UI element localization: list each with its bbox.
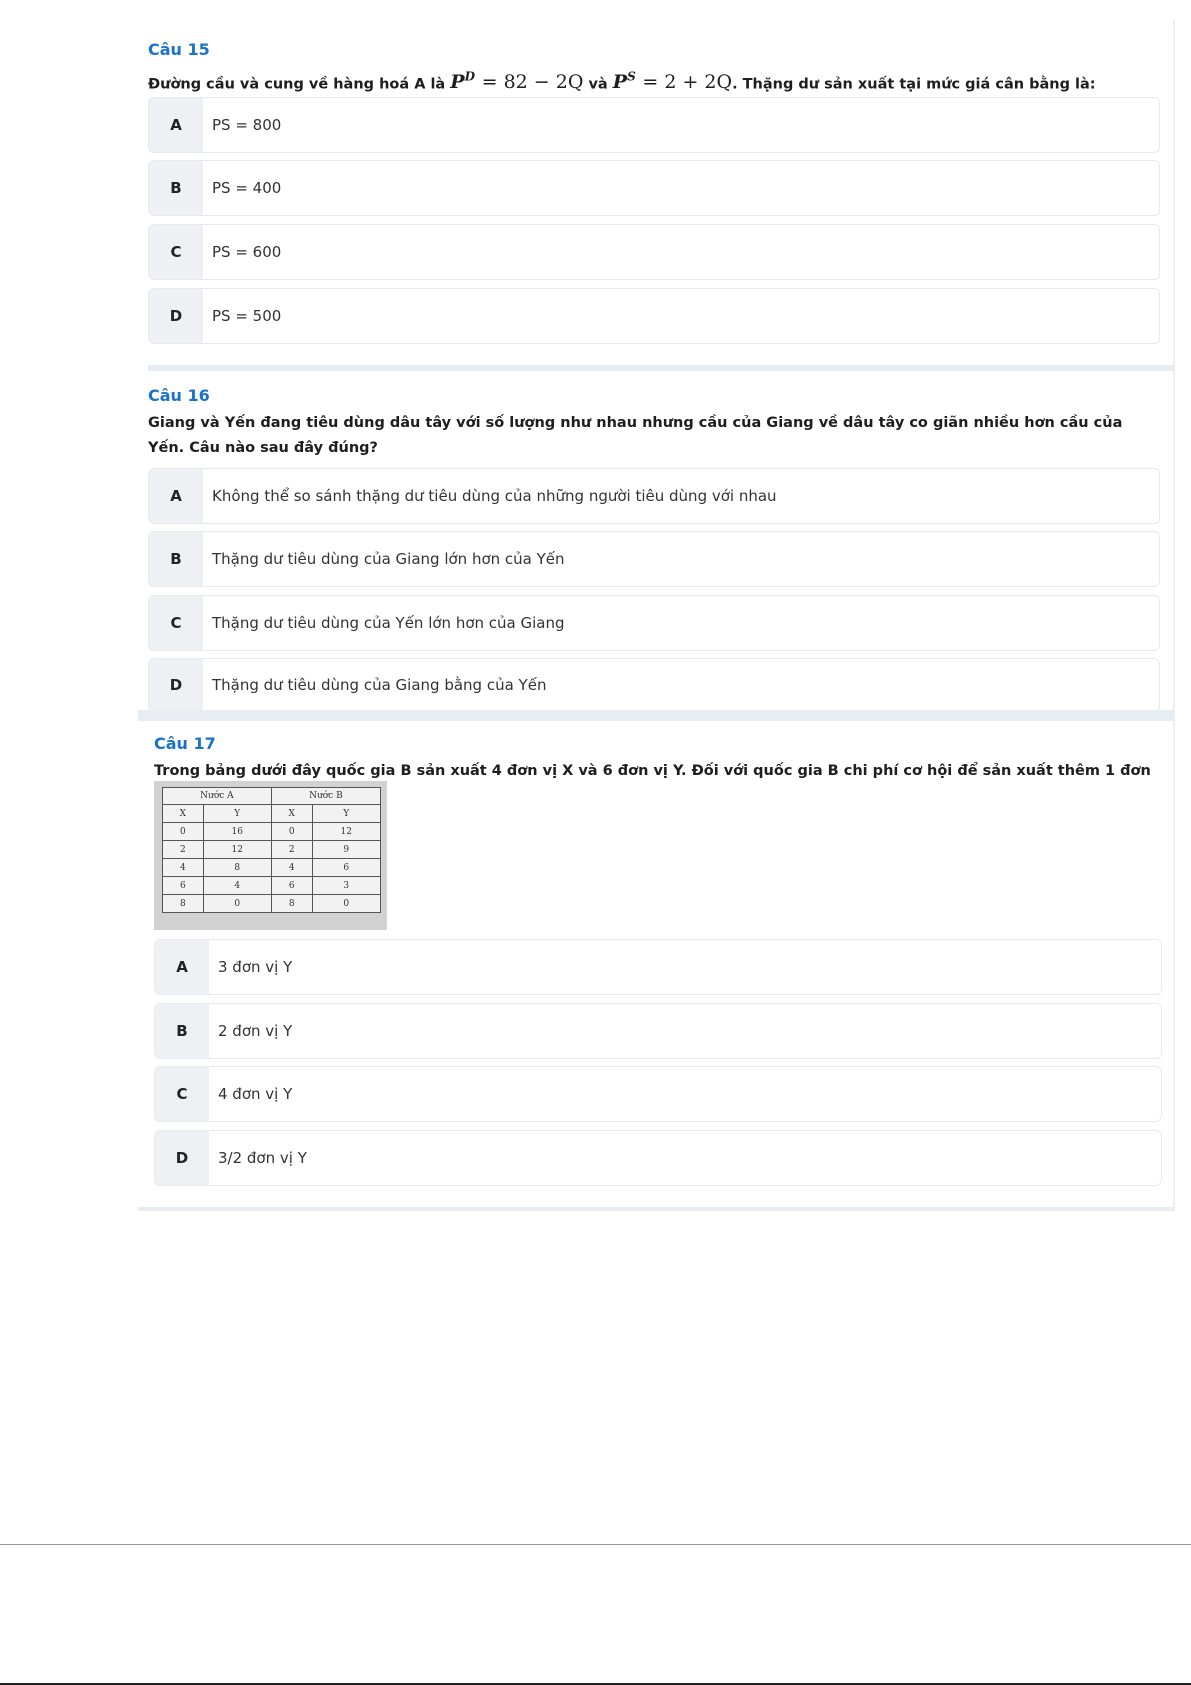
section-divider: [148, 365, 1175, 371]
section-divider: [138, 1207, 1175, 1211]
page-footer-rule: [0, 1544, 1191, 1545]
table-cell: 6: [312, 859, 380, 877]
option-c[interactable]: [148, 224, 1160, 280]
option-text: PS = 800: [212, 116, 282, 134]
option-text: 3/2 đơn vị Y: [218, 1149, 307, 1167]
option-text: Không thể so sánh thặng dư tiêu dùng của những người tiêu dùng với nhau: [212, 487, 777, 505]
option-d[interactable]: [148, 288, 1160, 344]
option-letter: C: [149, 596, 203, 650]
option-a[interactable]: [148, 97, 1160, 153]
option-text: Thặng dư tiêu dùng của Giang bằng của Yến: [212, 676, 547, 694]
option-text: PS = 600: [212, 243, 282, 261]
option-b[interactable]: [148, 160, 1160, 216]
option-text: 4 đơn vị Y: [218, 1085, 293, 1103]
option-text: 3 đơn vị Y: [218, 958, 293, 976]
question-title: Câu 17: [154, 734, 216, 753]
option-text: Thặng dư tiêu dùng của Giang lớn hơn của Yến: [212, 550, 565, 568]
option-letter: A: [155, 940, 209, 994]
demand-formula: $P^D = 82 - 2Q$: [450, 70, 584, 94]
option-letter: C: [149, 225, 203, 279]
option-c[interactable]: [154, 1066, 1162, 1122]
question-text: Giang và Yến đang tiêu dùng dâu tây với số lượng như nhau nhưng cầu của Giang về dâu tây co giãn nhiều hơn cầu của Yến. Câu nào sau đây đúng?: [148, 415, 1123, 456]
option-letter: D: [149, 659, 203, 711]
option-letter: B: [149, 161, 203, 215]
table-column-header: X: [271, 805, 312, 823]
question-title: Câu 15: [148, 40, 210, 59]
option-text: 2 đơn vị Y: [218, 1022, 293, 1040]
table-cell: 12: [203, 841, 271, 859]
question-15: [148, 40, 1158, 97]
option-letter: A: [149, 469, 203, 523]
table-cell: 6: [271, 877, 312, 895]
option-letter: C: [155, 1067, 209, 1121]
table-row: [163, 895, 381, 913]
option-text: PS = 400: [212, 179, 282, 197]
option-d[interactable]: [148, 658, 1160, 712]
question-16: [148, 386, 1158, 461]
table-row: [163, 823, 381, 841]
table-cell: 0: [163, 823, 204, 841]
table-cell: 9: [312, 841, 380, 859]
table-cell: 2: [163, 841, 204, 859]
production-table: [162, 787, 381, 913]
option-b[interactable]: [148, 531, 1160, 587]
table-group-header: Nước A: [163, 788, 272, 805]
table-cell: 6: [163, 877, 204, 895]
option-a[interactable]: [154, 939, 1162, 995]
option-letter: B: [149, 532, 203, 586]
table-cell: 0: [203, 895, 271, 913]
table-cell: 0: [312, 895, 380, 913]
question-title: Câu 16: [148, 386, 210, 405]
table-cell: 4: [271, 859, 312, 877]
option-d[interactable]: [154, 1130, 1162, 1186]
option-a[interactable]: [148, 468, 1160, 524]
section-divider: [138, 710, 1175, 721]
table-cell: 8: [271, 895, 312, 913]
question-text: Đường cầu và cung về hàng hoá A là $P^D = 82 - 2Q$ và $P^S = 2 + 2Q$. Thặng dư sản xuất tại mức giá cân bằng là:: [148, 70, 1096, 94]
table-group-header: Nước B: [271, 788, 380, 805]
table-cell: 8: [203, 859, 271, 877]
table-cell: 4: [203, 877, 271, 895]
option-text: Thặng dư tiêu dùng của Yến lớn hơn của Giang: [212, 614, 565, 632]
option-letter: A: [149, 98, 203, 152]
table-cell: 8: [163, 895, 204, 913]
production-table-image: [154, 781, 387, 930]
option-text: PS = 500: [212, 307, 282, 325]
table-column-header: Y: [203, 805, 271, 823]
option-letter: D: [149, 289, 203, 343]
table-cell: 12: [312, 823, 380, 841]
option-c[interactable]: [148, 595, 1160, 651]
table-cell: 2: [271, 841, 312, 859]
table-column-header: Y: [312, 805, 380, 823]
page-right-edge: [1173, 20, 1175, 1210]
table-cell: 4: [163, 859, 204, 877]
question-text: Trong bảng dưới đây quốc gia B sản xuất 4 đơn vị X và 6 đơn vị Y. Đối với quốc gia B chi phí cơ hội để sản xuất thêm 1 đơn: [154, 763, 1151, 779]
table-row: [163, 859, 381, 877]
table-cell: 0: [271, 823, 312, 841]
supply-formula: $P^S = 2 + 2Q$: [612, 70, 733, 94]
table-cell: 3: [312, 877, 380, 895]
option-letter: D: [155, 1131, 209, 1185]
table-cell: 16: [203, 823, 271, 841]
table-row: [163, 877, 381, 895]
option-b[interactable]: [154, 1003, 1162, 1059]
table-row: [163, 841, 381, 859]
table-column-header: X: [163, 805, 204, 823]
option-letter: B: [155, 1004, 209, 1058]
